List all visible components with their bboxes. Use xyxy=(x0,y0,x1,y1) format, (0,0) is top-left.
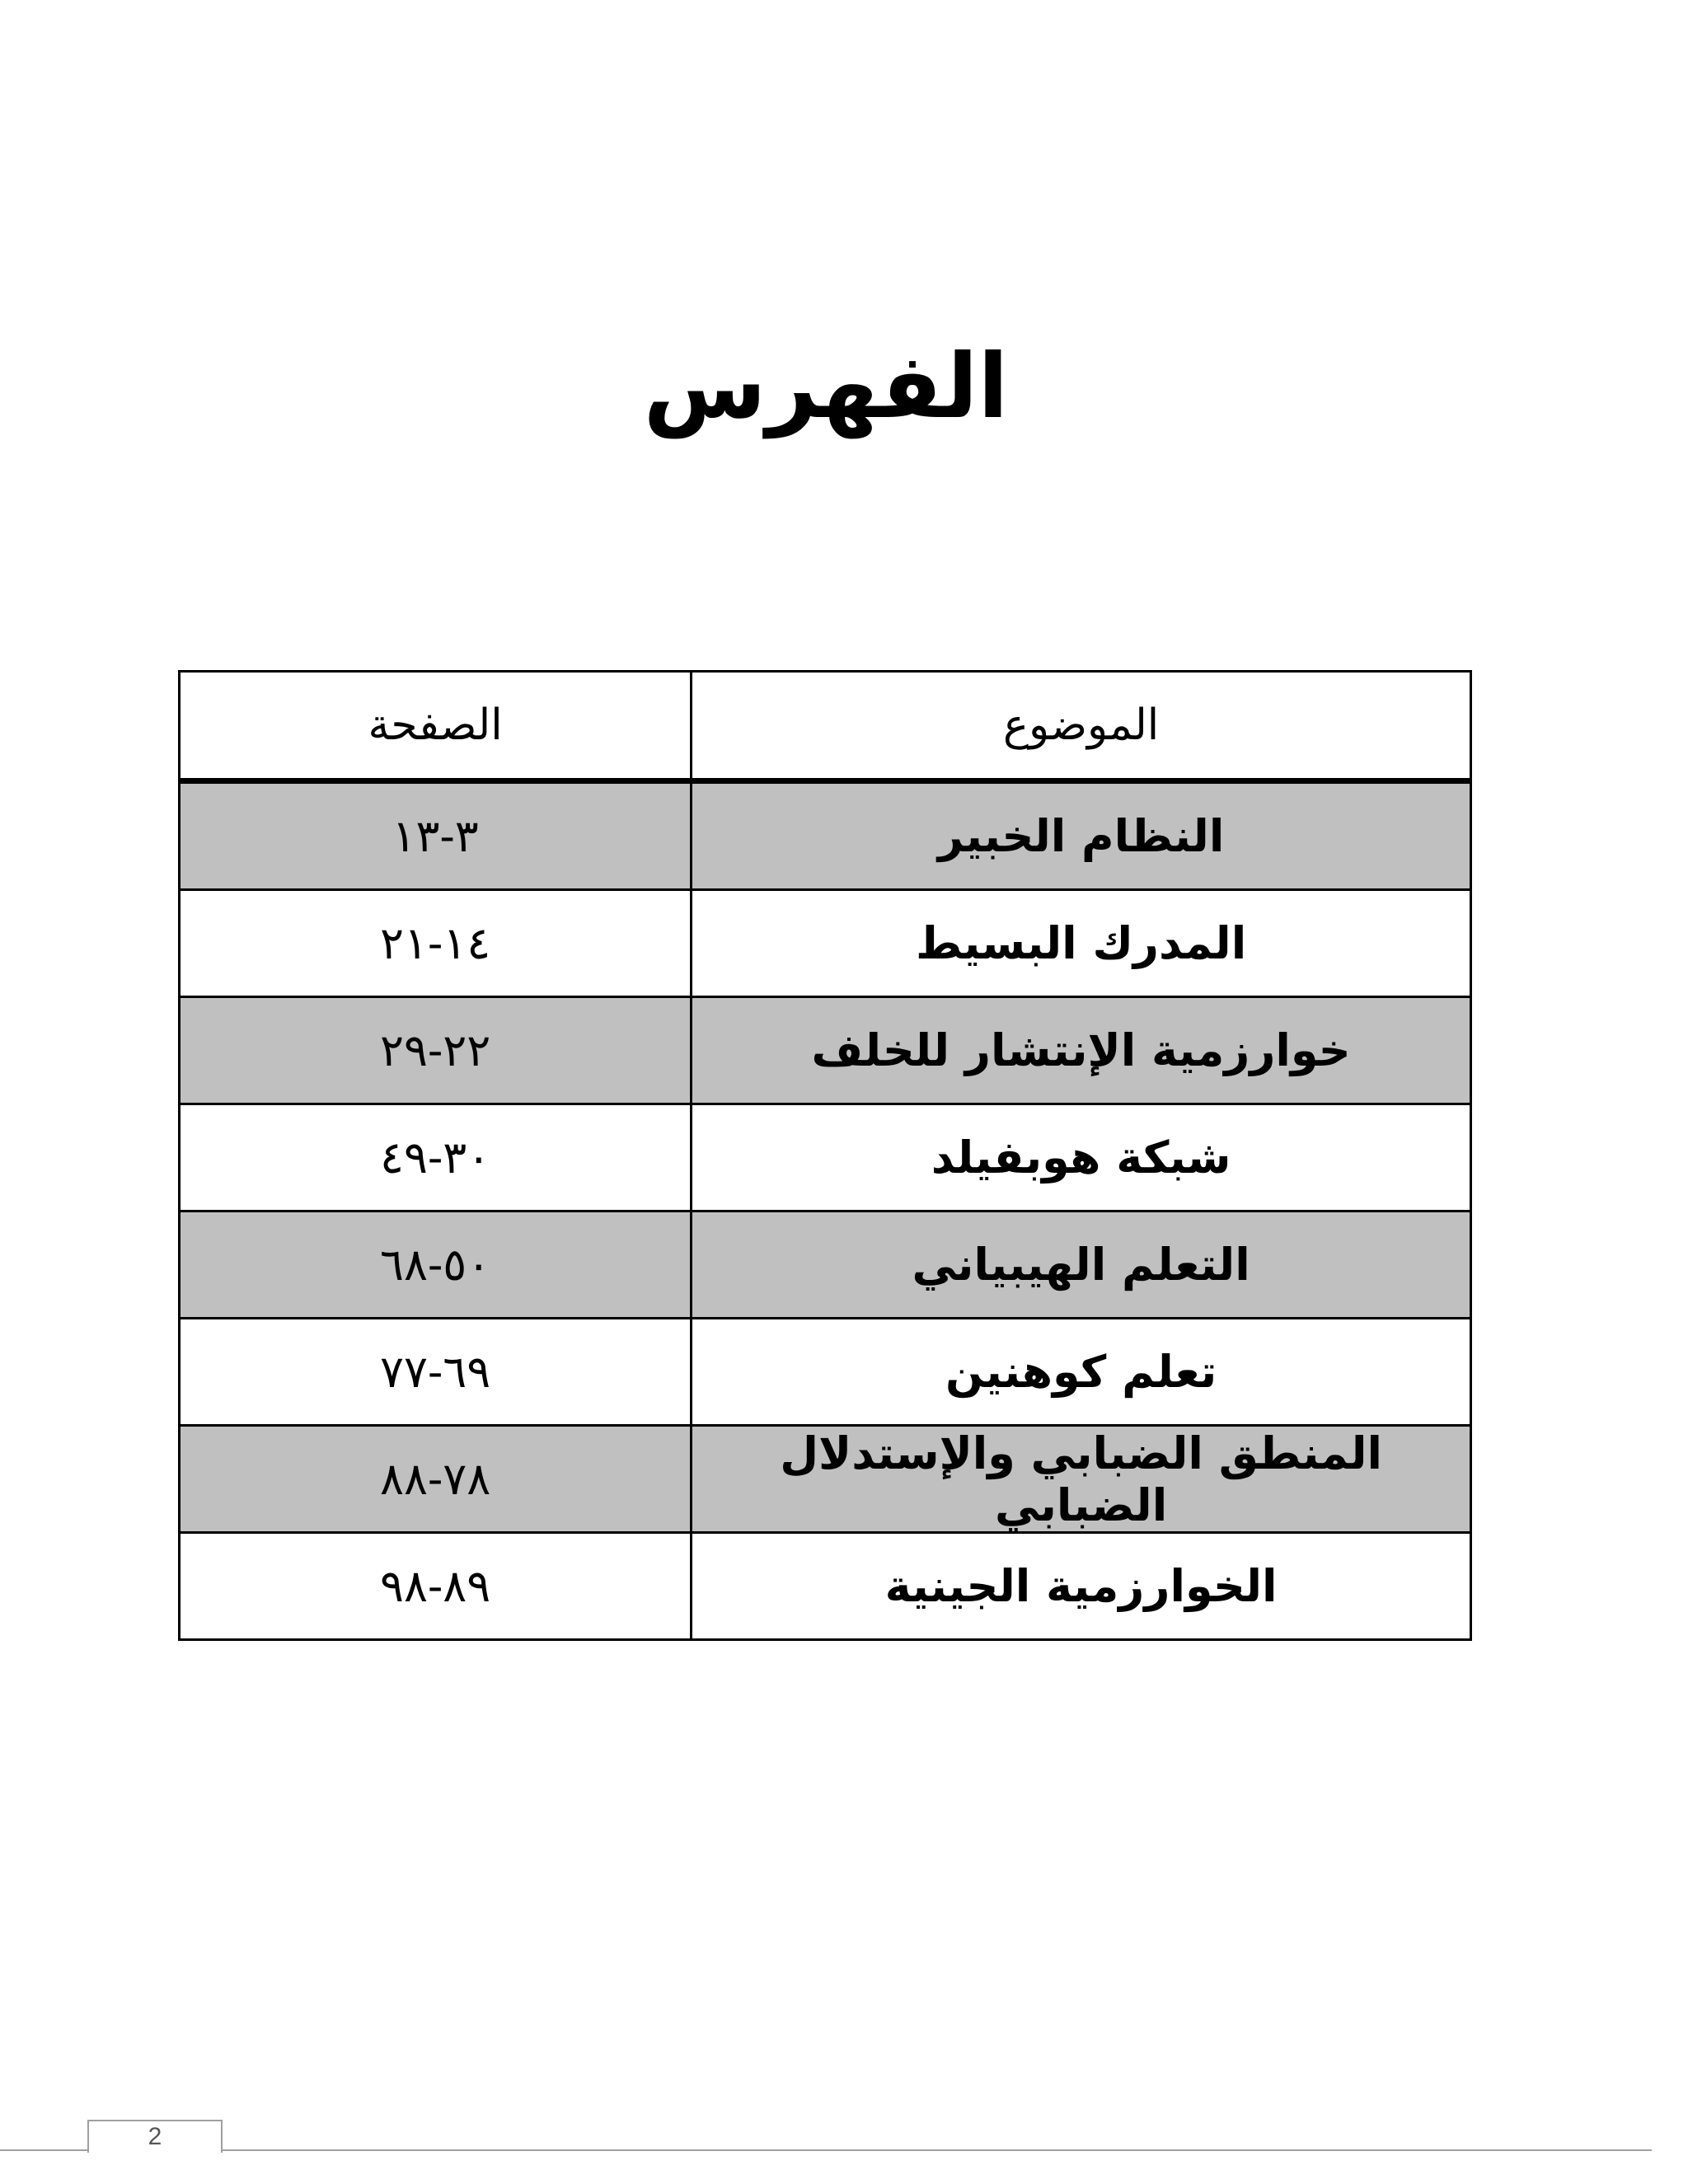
header-topic: الموضوع xyxy=(692,672,1471,781)
table-row xyxy=(180,997,1471,1104)
table-row xyxy=(180,890,1471,997)
table-row xyxy=(180,1212,1471,1319)
page-range-cell: ٧٨-٨٨ xyxy=(180,1426,692,1533)
table-row xyxy=(180,1533,1471,1640)
topic-cell: المدرك البسيط xyxy=(692,890,1471,997)
table-row xyxy=(180,1104,1471,1212)
page-title: الفهرس xyxy=(643,335,1009,438)
table-row xyxy=(180,1426,1471,1533)
page-range-cell: ٦٩-٧٧ xyxy=(180,1319,692,1426)
topic-cell: المنطق الضبابي والإستدلال الضبابي xyxy=(692,1426,1471,1533)
page-range-cell: ٢٢-٢٩ xyxy=(180,997,692,1104)
topic-cell: شبكة هوبفيلد xyxy=(692,1104,1471,1212)
footer-divider xyxy=(0,2149,1652,2151)
topic-cell: خوارزمية الإنتشار للخلف xyxy=(692,997,1471,1104)
table-row xyxy=(180,781,1471,890)
table-of-contents xyxy=(178,670,1472,1641)
page-number: 2 xyxy=(87,2120,223,2153)
topic-cell: النظام الخبير xyxy=(692,781,1471,890)
table-row xyxy=(180,1319,1471,1426)
topic-cell: التعلم الهيبياني xyxy=(692,1212,1471,1319)
page-range-cell: ١٤-٢١ xyxy=(180,890,692,997)
header-page: الصفحة xyxy=(180,672,692,781)
table-header-row xyxy=(180,672,1471,781)
page-range-cell: ٣٠-٤٩ xyxy=(180,1104,692,1212)
page-range-cell: ٣-١٣ xyxy=(180,781,692,890)
page-range-cell: ٨٩-٩٨ xyxy=(180,1533,692,1640)
topic-cell: الخوارزمية الجينية xyxy=(692,1533,1471,1640)
topic-cell: تعلم كوهنين xyxy=(692,1319,1471,1426)
page-range-cell: ٥٠-٦٨ xyxy=(180,1212,692,1319)
